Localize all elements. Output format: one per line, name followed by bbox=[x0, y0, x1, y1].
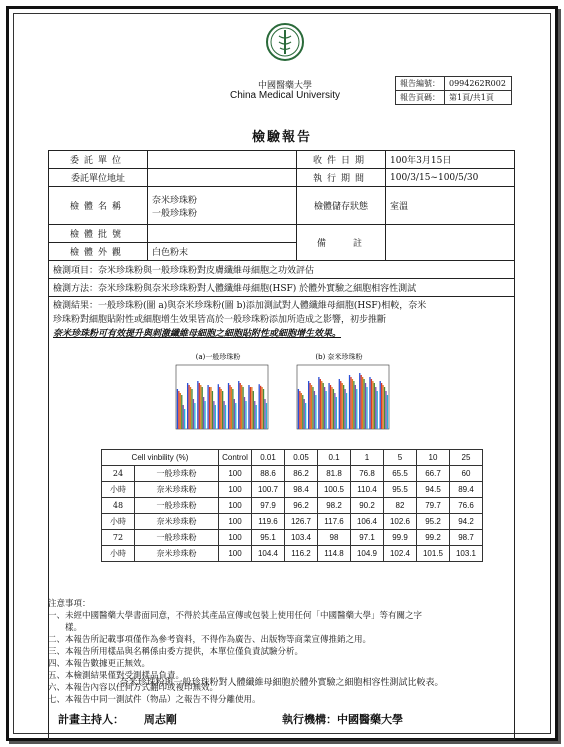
note-item: 六、本報告內容以任何方式翻印或複印無效。 bbox=[48, 683, 219, 693]
value-cell: 98 bbox=[318, 530, 351, 546]
value-cell: 79.7 bbox=[417, 498, 450, 514]
value-cell: 94.5 bbox=[417, 482, 450, 498]
period-label: 執行期間 bbox=[297, 169, 386, 187]
value-cell: 114.8 bbox=[318, 546, 351, 562]
test-method-row bbox=[49, 279, 515, 297]
chart-bar bbox=[199, 383, 200, 429]
sample-name-cell bbox=[148, 187, 297, 225]
value-cell: 100 bbox=[219, 466, 252, 482]
note-item: 樣。 bbox=[48, 623, 83, 633]
chart-bar bbox=[371, 379, 372, 429]
value-cell: 98.7 bbox=[450, 530, 483, 546]
chart-bar bbox=[334, 393, 335, 429]
chart-bar bbox=[314, 391, 315, 429]
chart-general-pearl bbox=[164, 349, 272, 441]
value-cell: 102.6 bbox=[384, 514, 417, 530]
chart-bar bbox=[336, 397, 337, 429]
report-no-label: 報告編號： bbox=[396, 77, 445, 91]
value-cell: 102.4 bbox=[384, 546, 417, 562]
chart-bar bbox=[387, 395, 388, 429]
chart-bar bbox=[374, 383, 375, 429]
chart-bar bbox=[375, 387, 376, 429]
report-title: 檢驗報告 bbox=[251, 130, 312, 145]
chart-bar bbox=[302, 395, 303, 429]
value-cell: 96.2 bbox=[285, 498, 318, 514]
exec-label: 執行機構： bbox=[282, 713, 337, 726]
value-cell: 95.5 bbox=[384, 482, 417, 498]
chart-bar bbox=[242, 387, 243, 429]
note-item: 一、未經中國醫藥大學書面同意，不得於其產品宣傳或包裝上使用任何「中國醫藥大學」等有關之字 bbox=[48, 611, 423, 621]
chart-bar bbox=[320, 379, 321, 429]
value-cell: 119.6 bbox=[252, 514, 285, 530]
chart-bar bbox=[298, 389, 299, 429]
chart-bar bbox=[254, 401, 255, 429]
table-caption: 奈米珍珠粉與一般珍珠粉對人體纖維母細胞於體外實驗之細胞相容性測試比較表。 bbox=[119, 678, 444, 688]
chart-bar bbox=[311, 385, 312, 429]
test-method-label: 檢測方法： bbox=[53, 284, 99, 294]
chart-bar bbox=[361, 375, 362, 429]
chart-bar bbox=[372, 381, 373, 429]
value-cell: 104.4 bbox=[252, 546, 285, 562]
chart-bar bbox=[323, 383, 324, 429]
remarks-label: 備 註 bbox=[297, 225, 386, 261]
chart-bar bbox=[250, 387, 251, 429]
chart-bar bbox=[331, 387, 332, 429]
chart-nano-pearl bbox=[285, 349, 393, 441]
test-item-label: 檢測項目： bbox=[53, 266, 99, 276]
note-item: 四、本報告數據更正無效。 bbox=[48, 659, 151, 669]
notes-title: 注意事項： bbox=[48, 599, 91, 609]
value-cell: 81.8 bbox=[318, 466, 351, 482]
client-addr-value bbox=[148, 169, 297, 187]
value-cell: 117.6 bbox=[318, 514, 351, 530]
chart-bar bbox=[339, 379, 340, 429]
sample-name-1: 奈米珍珠粉 bbox=[152, 195, 198, 206]
chart-bar bbox=[181, 395, 182, 429]
chart-bar bbox=[321, 381, 322, 429]
chart-bar bbox=[305, 403, 306, 429]
value-cell: 103.4 bbox=[285, 530, 318, 546]
test-item-value: 奈米珍珠粉與一般珍珠粉對皮膚纖維母細胞之功效評估 bbox=[98, 266, 315, 276]
chart-bar bbox=[260, 386, 261, 429]
page-value: 第1頁/共1頁 bbox=[445, 91, 512, 105]
report-meta-table bbox=[395, 76, 512, 105]
chart-bar bbox=[350, 377, 351, 429]
test-result-label: 檢測結果： bbox=[53, 301, 99, 311]
table-header-cell: 5 bbox=[384, 450, 417, 466]
chart-bar bbox=[362, 377, 363, 429]
time-cell: 72 bbox=[102, 530, 135, 546]
report-no-value: 0994262R002 bbox=[445, 77, 512, 91]
value-cell: 65.5 bbox=[384, 466, 417, 482]
value-cell: 95.2 bbox=[417, 514, 450, 530]
chart-bar bbox=[228, 383, 229, 429]
chart-title: (b) 奈米珍珠粉 bbox=[315, 353, 363, 361]
period-value: 100/3/15~100/5/30 bbox=[386, 169, 515, 187]
chart-bar bbox=[222, 391, 223, 429]
chart-title: (a)一般珍珠粉 bbox=[195, 353, 241, 361]
chart-bar bbox=[363, 379, 364, 429]
chart-bar bbox=[219, 387, 220, 429]
time-cell: 小時 bbox=[102, 546, 135, 562]
value-cell: 100 bbox=[219, 514, 252, 530]
time-cell: 48 bbox=[102, 498, 135, 514]
value-cell: 97.1 bbox=[351, 530, 384, 546]
time-cell: 24 bbox=[102, 466, 135, 482]
table-row bbox=[102, 546, 483, 562]
value-cell: 110.4 bbox=[351, 482, 384, 498]
chart-bar bbox=[187, 383, 188, 429]
table-row bbox=[102, 514, 483, 530]
sample-cell: 奈米珍珠粉 bbox=[135, 482, 219, 498]
pi-signature bbox=[58, 711, 177, 727]
chart-bar bbox=[343, 385, 344, 429]
notes-section bbox=[48, 598, 515, 706]
note-item: 三、本報告所用樣品與名稱係由委方提供，本單位僅負責試驗分析。 bbox=[48, 647, 304, 657]
chart-bar bbox=[203, 397, 204, 429]
value-cell: 100 bbox=[219, 482, 252, 498]
batch-label: 檢體批號 bbox=[49, 225, 148, 243]
table-row bbox=[102, 498, 483, 514]
value-cell: 100.7 bbox=[252, 482, 285, 498]
chart-bar bbox=[240, 383, 241, 429]
chart-bar bbox=[245, 401, 246, 429]
chart-bar bbox=[221, 389, 222, 429]
table-row bbox=[102, 482, 483, 498]
chart-bar bbox=[382, 385, 383, 429]
chart-bar bbox=[259, 384, 260, 429]
chart-bar bbox=[229, 385, 230, 429]
university-name-cn: 中國醫藥大學 bbox=[257, 81, 312, 91]
value-cell: 98.2 bbox=[318, 498, 351, 514]
chart-bar bbox=[344, 389, 345, 429]
chart-bar bbox=[377, 391, 378, 429]
client-addr-label: 委託單位地址 bbox=[49, 169, 148, 187]
time-cell: 小時 bbox=[102, 514, 135, 530]
chart-bar bbox=[251, 387, 252, 429]
chart-bar bbox=[384, 387, 385, 429]
appearance-label: 檢體外觀 bbox=[49, 243, 148, 261]
chart-bar bbox=[207, 385, 208, 429]
pi-name: 周志剛 bbox=[143, 713, 177, 726]
value-cell: 86.2 bbox=[285, 466, 318, 482]
chart-bar bbox=[333, 389, 334, 429]
appearance-value: 白色粉末 bbox=[148, 243, 297, 261]
chart-bar bbox=[356, 389, 357, 429]
chart-bar bbox=[215, 405, 216, 429]
chart-bar bbox=[241, 385, 242, 429]
chart-bar bbox=[256, 405, 257, 429]
sample-cell: 一般珍珠粉 bbox=[135, 466, 219, 482]
chart-bar bbox=[346, 393, 347, 429]
sample-name-2: 一般珍珠粉 bbox=[152, 208, 198, 219]
chart-bar bbox=[210, 387, 211, 429]
table-header-cell: 0.01 bbox=[252, 450, 285, 466]
test-result-conclusion: 奈米珍珠粉可有效提升與刺激纖維母細胞之細胞貼附性或細胞增生效果。 bbox=[53, 329, 342, 339]
chart-bar bbox=[380, 381, 381, 429]
sample-cell: 一般珍珠粉 bbox=[135, 530, 219, 546]
chart-bar bbox=[330, 385, 331, 429]
chart-bar bbox=[365, 383, 366, 429]
client-value bbox=[148, 151, 297, 169]
exec-org bbox=[282, 711, 403, 727]
page-label: 報告頁碼： bbox=[396, 91, 445, 105]
chart-bar bbox=[231, 387, 232, 429]
value-cell: 101.5 bbox=[417, 546, 450, 562]
chart-bar bbox=[234, 399, 235, 429]
value-cell: 94.2 bbox=[450, 514, 483, 530]
value-cell: 106.4 bbox=[351, 514, 384, 530]
chart-bar bbox=[212, 391, 213, 429]
chart-bar bbox=[355, 385, 356, 429]
chart-bar bbox=[385, 391, 386, 429]
chart-bar bbox=[223, 401, 224, 429]
chart-bar bbox=[218, 384, 219, 429]
sample-name-label: 檢體名稱 bbox=[49, 187, 148, 225]
chart-bar bbox=[369, 377, 370, 429]
chart-bar bbox=[197, 381, 198, 429]
client-label: 委託單位 bbox=[49, 151, 148, 169]
chart-bar bbox=[315, 395, 316, 429]
chart-bar bbox=[312, 387, 313, 429]
test-result-text-2: 珍珠粉對細胞貼附性或細胞增生效果皆高於一般珍珠粉添加所造成之影響，初步推斷 bbox=[53, 315, 387, 325]
table-row bbox=[102, 466, 483, 482]
table-header-cell: 1 bbox=[351, 450, 384, 466]
remarks-value bbox=[386, 225, 515, 261]
chart-bar bbox=[263, 389, 264, 429]
value-cell: 97.9 bbox=[252, 498, 285, 514]
chart-bar bbox=[193, 399, 194, 429]
chart-bar bbox=[184, 409, 185, 429]
chart-bar bbox=[202, 387, 203, 429]
value-cell: 126.7 bbox=[285, 514, 318, 530]
value-cell: 66.7 bbox=[417, 466, 450, 482]
chart-bar bbox=[328, 383, 329, 429]
chart-bar bbox=[309, 383, 310, 429]
chart-bar bbox=[244, 397, 245, 429]
value-cell: 82 bbox=[384, 498, 417, 514]
chart-bar bbox=[238, 381, 239, 429]
chart-bar bbox=[209, 387, 210, 429]
chart-bar bbox=[359, 373, 360, 429]
chart-bar bbox=[264, 399, 265, 429]
university-logo bbox=[265, 22, 305, 62]
chart-bar bbox=[299, 391, 300, 429]
value-cell: 104.9 bbox=[351, 546, 384, 562]
chart-bar bbox=[318, 377, 319, 429]
chart-bar bbox=[304, 399, 305, 429]
test-item-row bbox=[49, 261, 515, 279]
value-cell: 103.1 bbox=[450, 546, 483, 562]
chart-bar bbox=[225, 405, 226, 429]
value-cell: 99.2 bbox=[417, 530, 450, 546]
value-cell: 100.5 bbox=[318, 482, 351, 498]
chart-bar bbox=[188, 385, 189, 429]
value-cell: 100 bbox=[219, 498, 252, 514]
chart-bar bbox=[180, 393, 181, 429]
chart-bar bbox=[381, 383, 382, 429]
chart-bar bbox=[349, 375, 350, 429]
value-cell: 89.4 bbox=[450, 482, 483, 498]
value-cell: 100 bbox=[219, 530, 252, 546]
chart-bar bbox=[253, 391, 254, 429]
chart-bar bbox=[183, 405, 184, 429]
value-cell: 88.6 bbox=[252, 466, 285, 482]
note-item: 二、本報告所記載事項僅作為參考資料，不得作為廣告、出版物等商業宣傳推銷之用。 bbox=[48, 635, 372, 645]
storage-label: 檢體儲存狀態 bbox=[297, 187, 386, 225]
pi-label: 計畫主持人： bbox=[58, 713, 124, 726]
university-name-en: China Medical University bbox=[229, 90, 341, 101]
table-header-cell: 0.05 bbox=[285, 450, 318, 466]
value-cell: 116.2 bbox=[285, 546, 318, 562]
viability-header-row bbox=[102, 450, 483, 466]
chart-bar bbox=[325, 391, 326, 429]
received-value: 100年3月15日 bbox=[386, 151, 515, 169]
value-cell: 76.8 bbox=[351, 466, 384, 482]
table-header-cell: Control bbox=[219, 450, 252, 466]
chart-bar bbox=[213, 401, 214, 429]
note-item: 七、本報告中同一測試件（物品）之報告不得分離使用。 bbox=[48, 695, 261, 705]
batch-value bbox=[148, 225, 297, 243]
chart-bar bbox=[190, 387, 191, 429]
chart-bar bbox=[266, 403, 267, 429]
value-cell: 76.6 bbox=[450, 498, 483, 514]
chart-bar bbox=[366, 387, 367, 429]
time-cell: 小時 bbox=[102, 482, 135, 498]
received-label: 收件日期 bbox=[297, 151, 386, 169]
sample-cell: 奈米珍珠粉 bbox=[135, 546, 219, 562]
chart-bar bbox=[342, 383, 343, 429]
chart-bar bbox=[235, 403, 236, 429]
chart-bar bbox=[353, 381, 354, 429]
sample-cell: 一般珍珠粉 bbox=[135, 498, 219, 514]
value-cell: 95.1 bbox=[252, 530, 285, 546]
chart-bar bbox=[194, 403, 195, 429]
viability-table bbox=[101, 449, 483, 562]
table-row bbox=[102, 530, 483, 546]
value-cell: 99.9 bbox=[384, 530, 417, 546]
viability-body bbox=[102, 466, 483, 562]
chart-bar bbox=[200, 385, 201, 429]
value-cell: 98.4 bbox=[285, 482, 318, 498]
chart-bar bbox=[324, 387, 325, 429]
value-cell: 100 bbox=[219, 546, 252, 562]
test-method-value: 奈米珍珠粉與奈米珍珠粉對人體纖維母細胞(HSF) 於體外實驗之細胞相容性測試 bbox=[98, 284, 417, 294]
storage-value: 室溫 bbox=[386, 187, 515, 225]
chart-bar bbox=[232, 389, 233, 429]
chart-bar bbox=[191, 389, 192, 429]
chart-bar bbox=[340, 381, 341, 429]
chart-bar bbox=[261, 387, 262, 429]
chart-bar bbox=[308, 381, 309, 429]
chart-bar bbox=[177, 389, 178, 429]
notes-list bbox=[48, 610, 515, 706]
exec-name: 中國醫藥大學 bbox=[337, 713, 403, 726]
chart-bar bbox=[204, 401, 205, 429]
test-result-text-1: 一般珍珠粉(圖 a)與奈米珍珠粉(圖 b)添加測試對人體纖維母細胞(HSF)相較，奈米 bbox=[98, 301, 427, 311]
table-header-cell: 0.1 bbox=[318, 450, 351, 466]
note-item: 五、本檢測結果僅對受測樣品負責。 bbox=[48, 671, 185, 681]
chart-bar bbox=[301, 393, 302, 429]
table-header-cell: 10 bbox=[417, 450, 450, 466]
table-header-cell: Cell vinbility (%) bbox=[102, 450, 219, 466]
table-header-cell: 25 bbox=[450, 450, 483, 466]
chart-bar bbox=[248, 385, 249, 429]
value-cell: 60 bbox=[450, 466, 483, 482]
chart-bar bbox=[178, 391, 179, 429]
sample-cell: 奈米珍珠粉 bbox=[135, 514, 219, 530]
chart-bar bbox=[352, 379, 353, 429]
value-cell: 90.2 bbox=[351, 498, 384, 514]
